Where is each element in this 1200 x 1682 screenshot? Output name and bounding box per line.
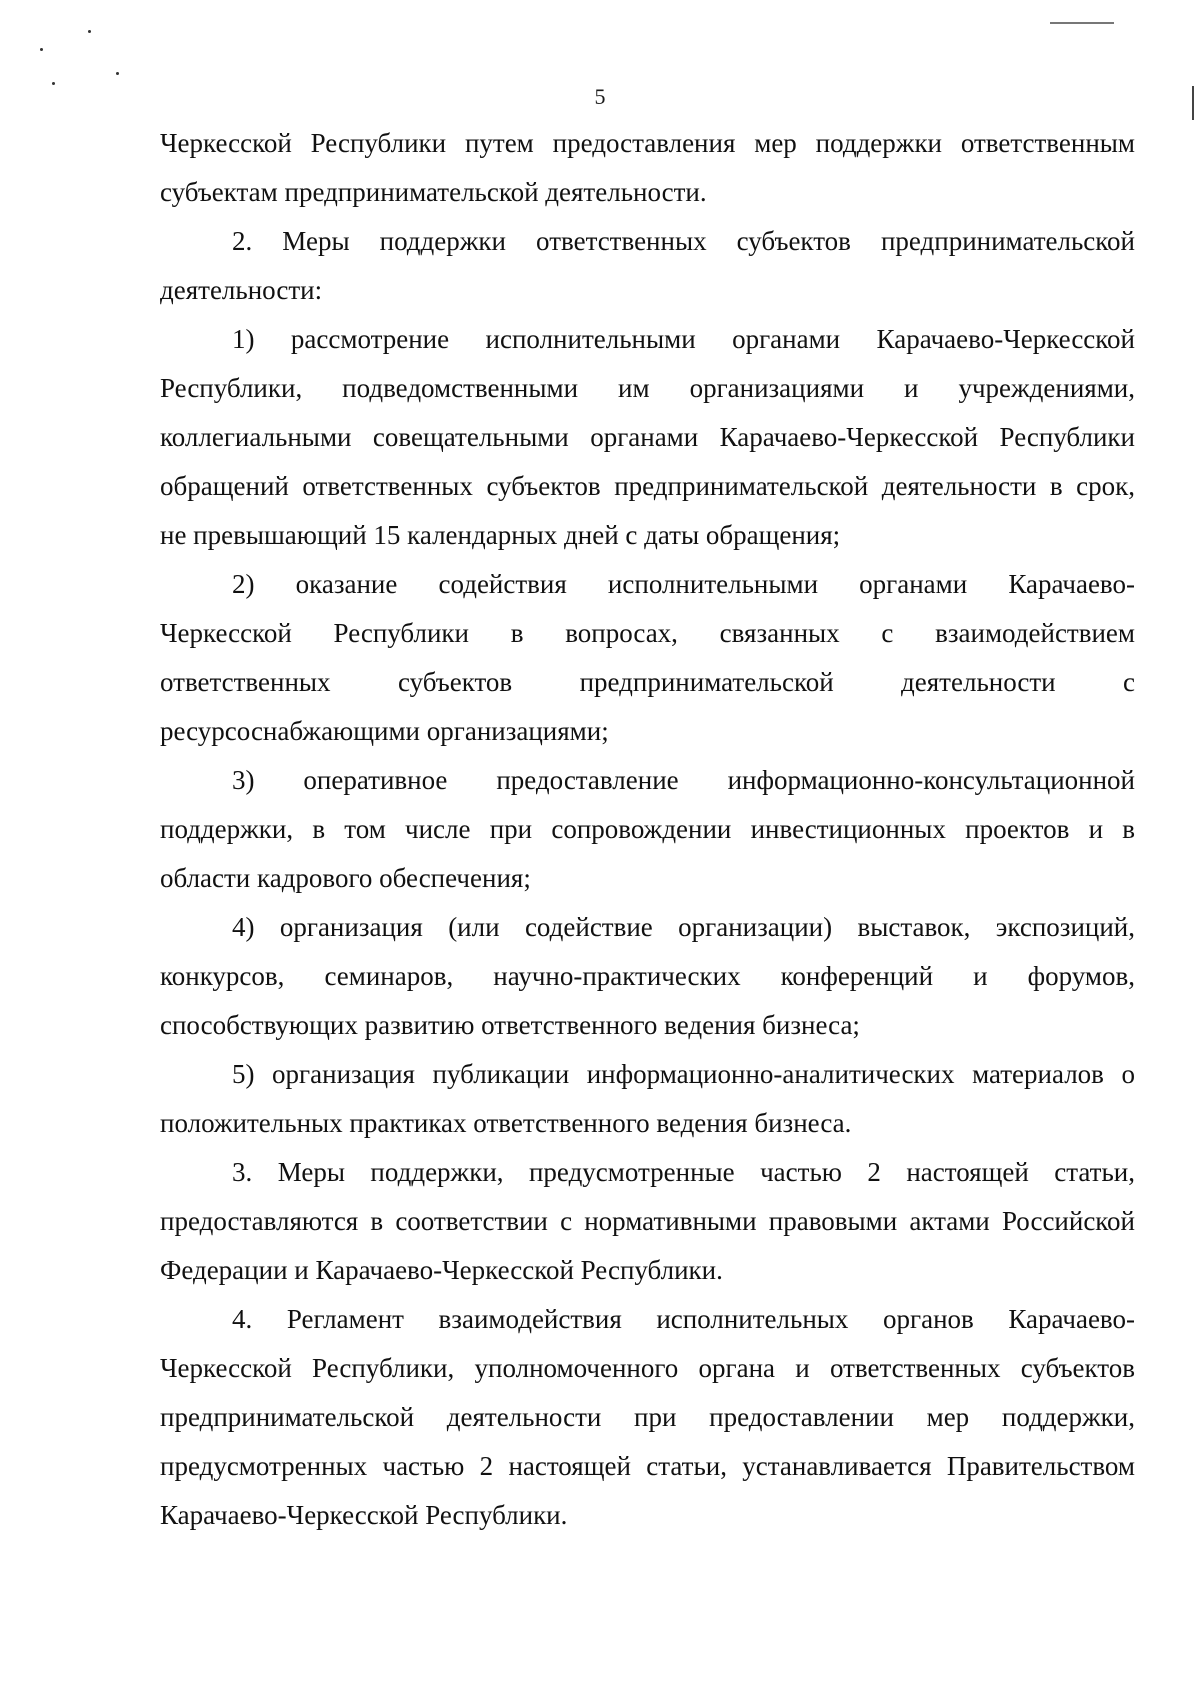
text-line: 1) рассмотрение исполнительными органами Карачаево-Черкесской bbox=[232, 324, 1135, 354]
text-line: 4. Регламент взаимодействия исполнительных органов Карачаево- bbox=[232, 1304, 1135, 1334]
scan-speck bbox=[88, 30, 91, 33]
text-line: способствующих развитию ответственного ведения бизнеса; bbox=[160, 1010, 860, 1040]
text-line: Федерации и Карачаево-Черкесской Республики. bbox=[160, 1255, 723, 1285]
text-line: Черкесской Республики в вопросах, связанных с взаимодействием bbox=[160, 618, 1135, 648]
text-line: деятельности: bbox=[160, 275, 323, 305]
text-line: 5) организация публикации информационно-аналитических материалов о bbox=[232, 1059, 1135, 1089]
text-line: обращений ответственных субъектов предпринимательской деятельности в срок, bbox=[160, 471, 1135, 501]
scan-speck bbox=[116, 72, 119, 75]
text-line: предпринимательской деятельности при предоставлении мер поддержки, bbox=[160, 1402, 1135, 1432]
scan-speck bbox=[40, 48, 43, 51]
text-line: 2) оказание содействия исполнительными органами Карачаево- bbox=[232, 569, 1135, 599]
text-line: положительных практиках ответственного ведения бизнеса. bbox=[160, 1108, 852, 1138]
text-line: 3. Меры поддержки, предусмотренные частью 2 настоящей статьи, bbox=[232, 1157, 1135, 1187]
text-line: Республики, подведомственными им организациями и учреждениями, bbox=[160, 373, 1135, 403]
text-line: ответственных субъектов предпринимательской деятельности с bbox=[160, 667, 1135, 697]
text-line: ресурсоснабжающими организациями; bbox=[160, 716, 609, 746]
page-number: 5 bbox=[594, 84, 606, 109]
text-line: Карачаево-Черкесской Республики. bbox=[160, 1500, 568, 1530]
text-line: не превышающий 15 календарных дней с даты обращения; bbox=[160, 520, 841, 550]
text-line: Черкесской Республики путем предоставления мер поддержки ответственным bbox=[160, 128, 1135, 158]
text-line: поддержки, в том числе при сопровождении инвестиционных проектов и в bbox=[160, 814, 1135, 844]
text-line: 4) организация (или содействие организации) выставок, экспозиций, bbox=[232, 912, 1135, 942]
text-line: 2. Меры поддержки ответственных субъектов предпринимательской bbox=[232, 226, 1135, 256]
text-line: субъектам предпринимательской деятельности. bbox=[160, 177, 707, 207]
scan-artifact-line bbox=[1050, 22, 1114, 24]
text-line: предоставляются в соответствии с нормативными правовыми актами Российской bbox=[160, 1206, 1135, 1236]
text-line: предусмотренных частью 2 настоящей статьи, устанавливается Правительством bbox=[160, 1451, 1135, 1481]
text-line: 3) оперативное предоставление информационно-консультационной bbox=[232, 765, 1135, 795]
text-line: конкурсов, семинаров, научно-практических конференций и форумов, bbox=[160, 961, 1135, 991]
text-line: коллегиальными совещательными органами Карачаево-Черкесской Республики bbox=[160, 422, 1135, 452]
text-line: Черкесской Республики, уполномоченного органа и ответственных субъектов bbox=[160, 1353, 1135, 1383]
text-line: области кадрового обеспечения; bbox=[160, 863, 531, 893]
